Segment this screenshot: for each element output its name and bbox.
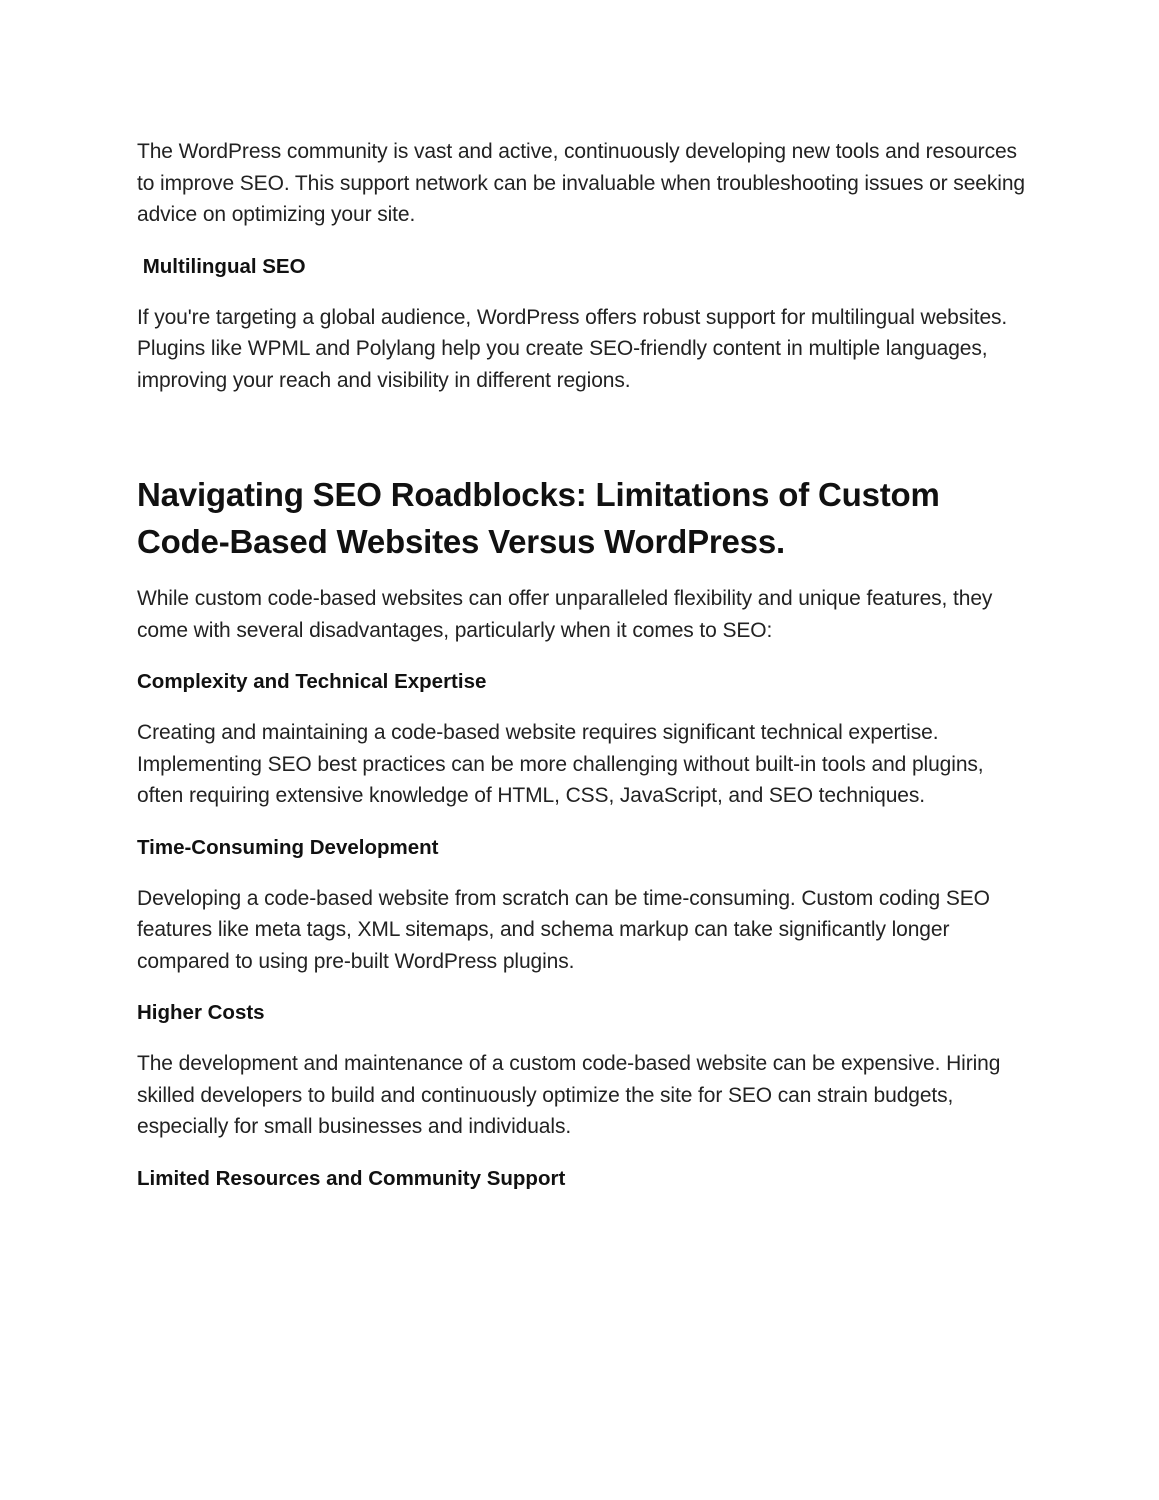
time-consuming-paragraph: Developing a code-based website from scratch can be time-consuming. Custom coding SEO features like meta tags, XML sitemaps, and schema markup can take significantly longer compared to using pre-built WordPress plugins. xyxy=(137,886,990,973)
section-intro-paragraph: While custom code-based websites can offer unparalleled flexibility and unique features, they come with several disadvantages, particularly when it comes to SEO: xyxy=(137,587,993,642)
complexity-paragraph: Creating and maintaining a code-based website requires significant technical expertise. Implementing SEO best practices can be more challenging without built-in tools and plugins, often requiring extensive knowledge of HTML, CSS, JavaScript, and SEO techniques. xyxy=(137,721,984,807)
multilingual-seo-paragraph: If you're targeting a global audience, WordPress offers robust support for multilingual websites. Plugins like WPML and Polylang help you create SEO-friendly content in multiple languages, improving your reach and visibility in different regions. xyxy=(137,305,1008,392)
complexity-heading: Complexity and Technical Expertise xyxy=(137,670,487,693)
section-heading-line-1: Navigating SEO Roadblocks: Limitations of Custom xyxy=(137,476,940,513)
multilingual-seo-heading: Multilingual SEO xyxy=(137,254,306,278)
community-paragraph: The WordPress community is vast and active, continuously developing new tools and resources to improve SEO. This support network can be invaluable when troubleshooting issues or seeking advice on optimizing your site. xyxy=(137,140,1025,226)
section-heading xyxy=(137,471,1027,565)
document-page xyxy=(137,136,1027,1193)
section-heading-line-2: Code-Based Websites Versus WordPress. xyxy=(137,523,785,560)
higher-costs-paragraph: The development and maintenance of a custom code-based website can be expensive. Hiring skilled developers to build and continuously optimize the site for SEO can strain budgets, especially for small businesses and individuals. xyxy=(137,1052,1001,1138)
limited-resources-heading: Limited Resources and Community Support xyxy=(137,1166,566,1190)
time-consuming-heading: Time-Consuming Development xyxy=(137,835,439,859)
higher-costs-heading: Higher Costs xyxy=(137,1001,265,1024)
